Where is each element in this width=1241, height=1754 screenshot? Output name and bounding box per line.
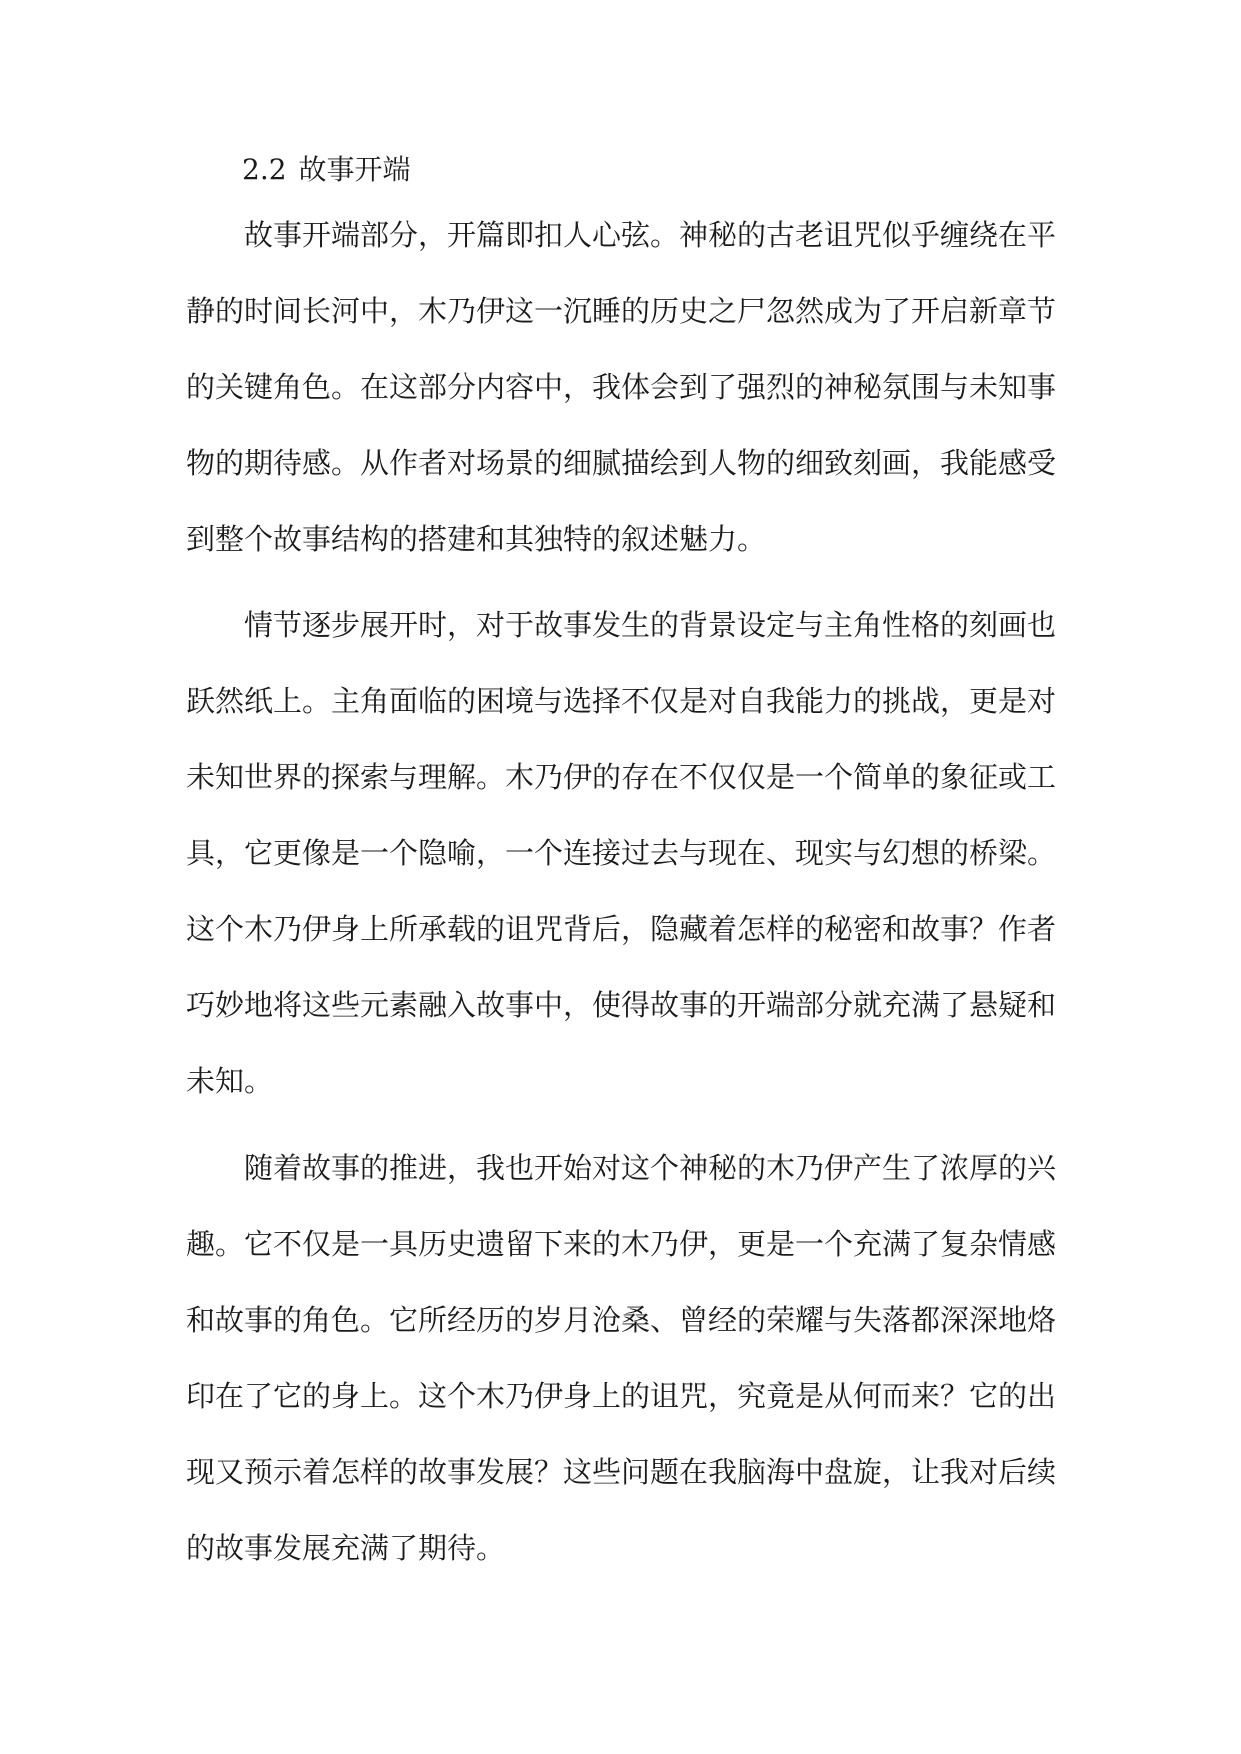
paragraph-line: 故事开端部分，开篇即扣人心弦。神秘的古老诅咒似乎缠绕在平: [244, 218, 1057, 252]
paragraph-line: 随着故事的推进，我也开始对这个神秘的木乃伊产生了浓厚的兴: [244, 1151, 1057, 1185]
paragraph-2: [186, 587, 1056, 1119]
paragraph-line: 的关键角色。在这部分内容中，我体会到了强烈的神秘氛围与未知事: [186, 370, 1057, 404]
paragraph-line: 的故事发展充满了期待。: [186, 1531, 506, 1565]
section-number: 2.2: [242, 153, 287, 186]
paragraph-line: 未知世界的探索与理解。木乃伊的存在不仅仅是一个简单的象征或工: [186, 760, 1057, 794]
paragraph-line: 静的时间长河中，木乃伊这一沉睡的历史之尸忽然成为了开启新章节: [186, 294, 1057, 328]
paragraph-1: [186, 197, 1056, 577]
paragraph-line: 物的期待感。从作者对场景的细腻描绘到人物的细致刻画，我能感受: [186, 446, 1057, 480]
section-title: 故事开端: [298, 153, 411, 186]
paragraph-line: 具，它更像是一个隐喻，一个连接过去与现在、现实与幻想的桥梁。: [186, 836, 1057, 870]
paragraph-line: 趣。它不仅是一具历史遗留下来的木乃伊，更是一个充满了复杂情感: [186, 1227, 1057, 1261]
section-heading: [242, 150, 411, 190]
paragraph-line: 现又预示着怎样的故事发展？这些问题在我脑海中盘旋，让我对后续: [186, 1455, 1057, 1489]
paragraph-line: 到整个故事结构的搭建和其独特的叙述魅力。: [186, 522, 767, 556]
paragraph-line: 印在了它的身上。这个木乃伊身上的诅咒，究竟是从何而来？它的出: [186, 1379, 1057, 1413]
paragraph-3: [186, 1130, 1056, 1586]
paragraph-line: 情节逐步展开时，对于故事发生的背景设定与主角性格的刻画也: [244, 608, 1057, 642]
paragraph-line: 这个木乃伊身上所承载的诅咒背后，隐藏着怎样的秘密和故事？作者: [186, 912, 1057, 946]
paragraph-line: 巧妙地将这些元素融入故事中，使得故事的开端部分就充满了悬疑和: [186, 988, 1057, 1022]
paragraph-line: 跃然纸上。主角面临的困境与选择不仅是对自我能力的挑战，更是对: [186, 684, 1057, 718]
paragraph-line: 和故事的角色。它所经历的岁月沧桑、曾经的荣耀与失落都深深地烙: [186, 1303, 1057, 1337]
paragraph-line: 未知。: [186, 1064, 274, 1098]
